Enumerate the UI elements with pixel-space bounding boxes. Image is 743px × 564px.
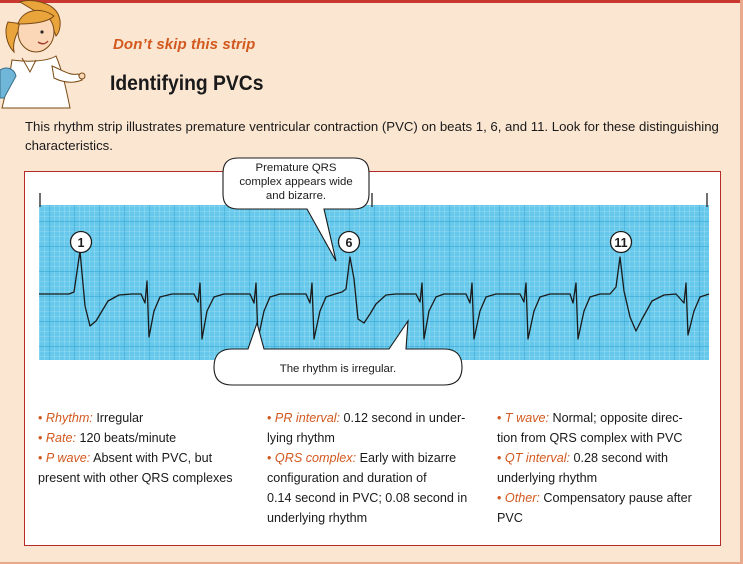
characteristics-column-1 [38,408,263,488]
ecg-grid [39,205,709,360]
characteristics-column-3 [497,408,712,528]
section-kicker: Don’t skip this strip [113,36,256,53]
top-rule [0,0,743,3]
characteristic-pr-interval-cont: lying rhythm [267,431,335,445]
page-title: Identifying PVCs [110,72,264,95]
characteristic-other: • Other: Compensatory pause after [497,491,692,505]
characteristic-qrs-complex-cont: 0.14 second in PVC; 0.08 second in [267,491,468,505]
characteristic-p-wave: • P wave: Absent with PVC, but [38,451,213,465]
callout-bottom-text: The rhythm is irregular. [279,363,397,375]
characteristic-qrs-complex: • QRS complex: Early with bizarre [267,451,457,465]
characteristic-t-wave: • T wave: Normal; opposite direc- [497,411,683,425]
intro-paragraph: This rhythm strip illustrates premature ventricular contraction (PVC) on beats 1, 6, and 11. Look for these distinguishing characteristics. [25,119,719,153]
ecg-rhythm-strip [24,162,721,401]
beat-label-6: 6 [345,236,353,250]
characteristic-rate: • Rate: 120 beats/minute [38,431,177,445]
beat-label-1: 1 [77,236,85,250]
characteristic-qt-interval: • QT interval: 0.28 second with [497,451,669,465]
characteristic-qt-interval-cont: underlying rhythm [497,471,598,485]
callout-top-line1: Premature QRS [255,162,337,174]
nurse-mascot-illustration [0,0,100,110]
characteristic-other-cont: PVC [497,511,523,525]
characteristic-t-wave-cont: tion from QRS complex with PVC [497,431,683,445]
characteristic-qrs-complex-cont: underlying rhythm [267,511,368,525]
characteristic-pr-interval: • PR interval: 0.12 second in under- [267,411,466,425]
callout-top-line3: and bizarre. [265,190,327,202]
callout-top-line2: complex appears wide [239,176,353,188]
characteristic-qrs-complex-cont: configuration and duration of [267,471,427,485]
beat-label-11: 11 [614,236,628,250]
characteristic-p-wave-cont: present with other QRS complexes [38,471,233,485]
characteristics-column-2 [267,408,492,528]
characteristic-rhythm: • Rhythm: Irregular [38,411,144,425]
